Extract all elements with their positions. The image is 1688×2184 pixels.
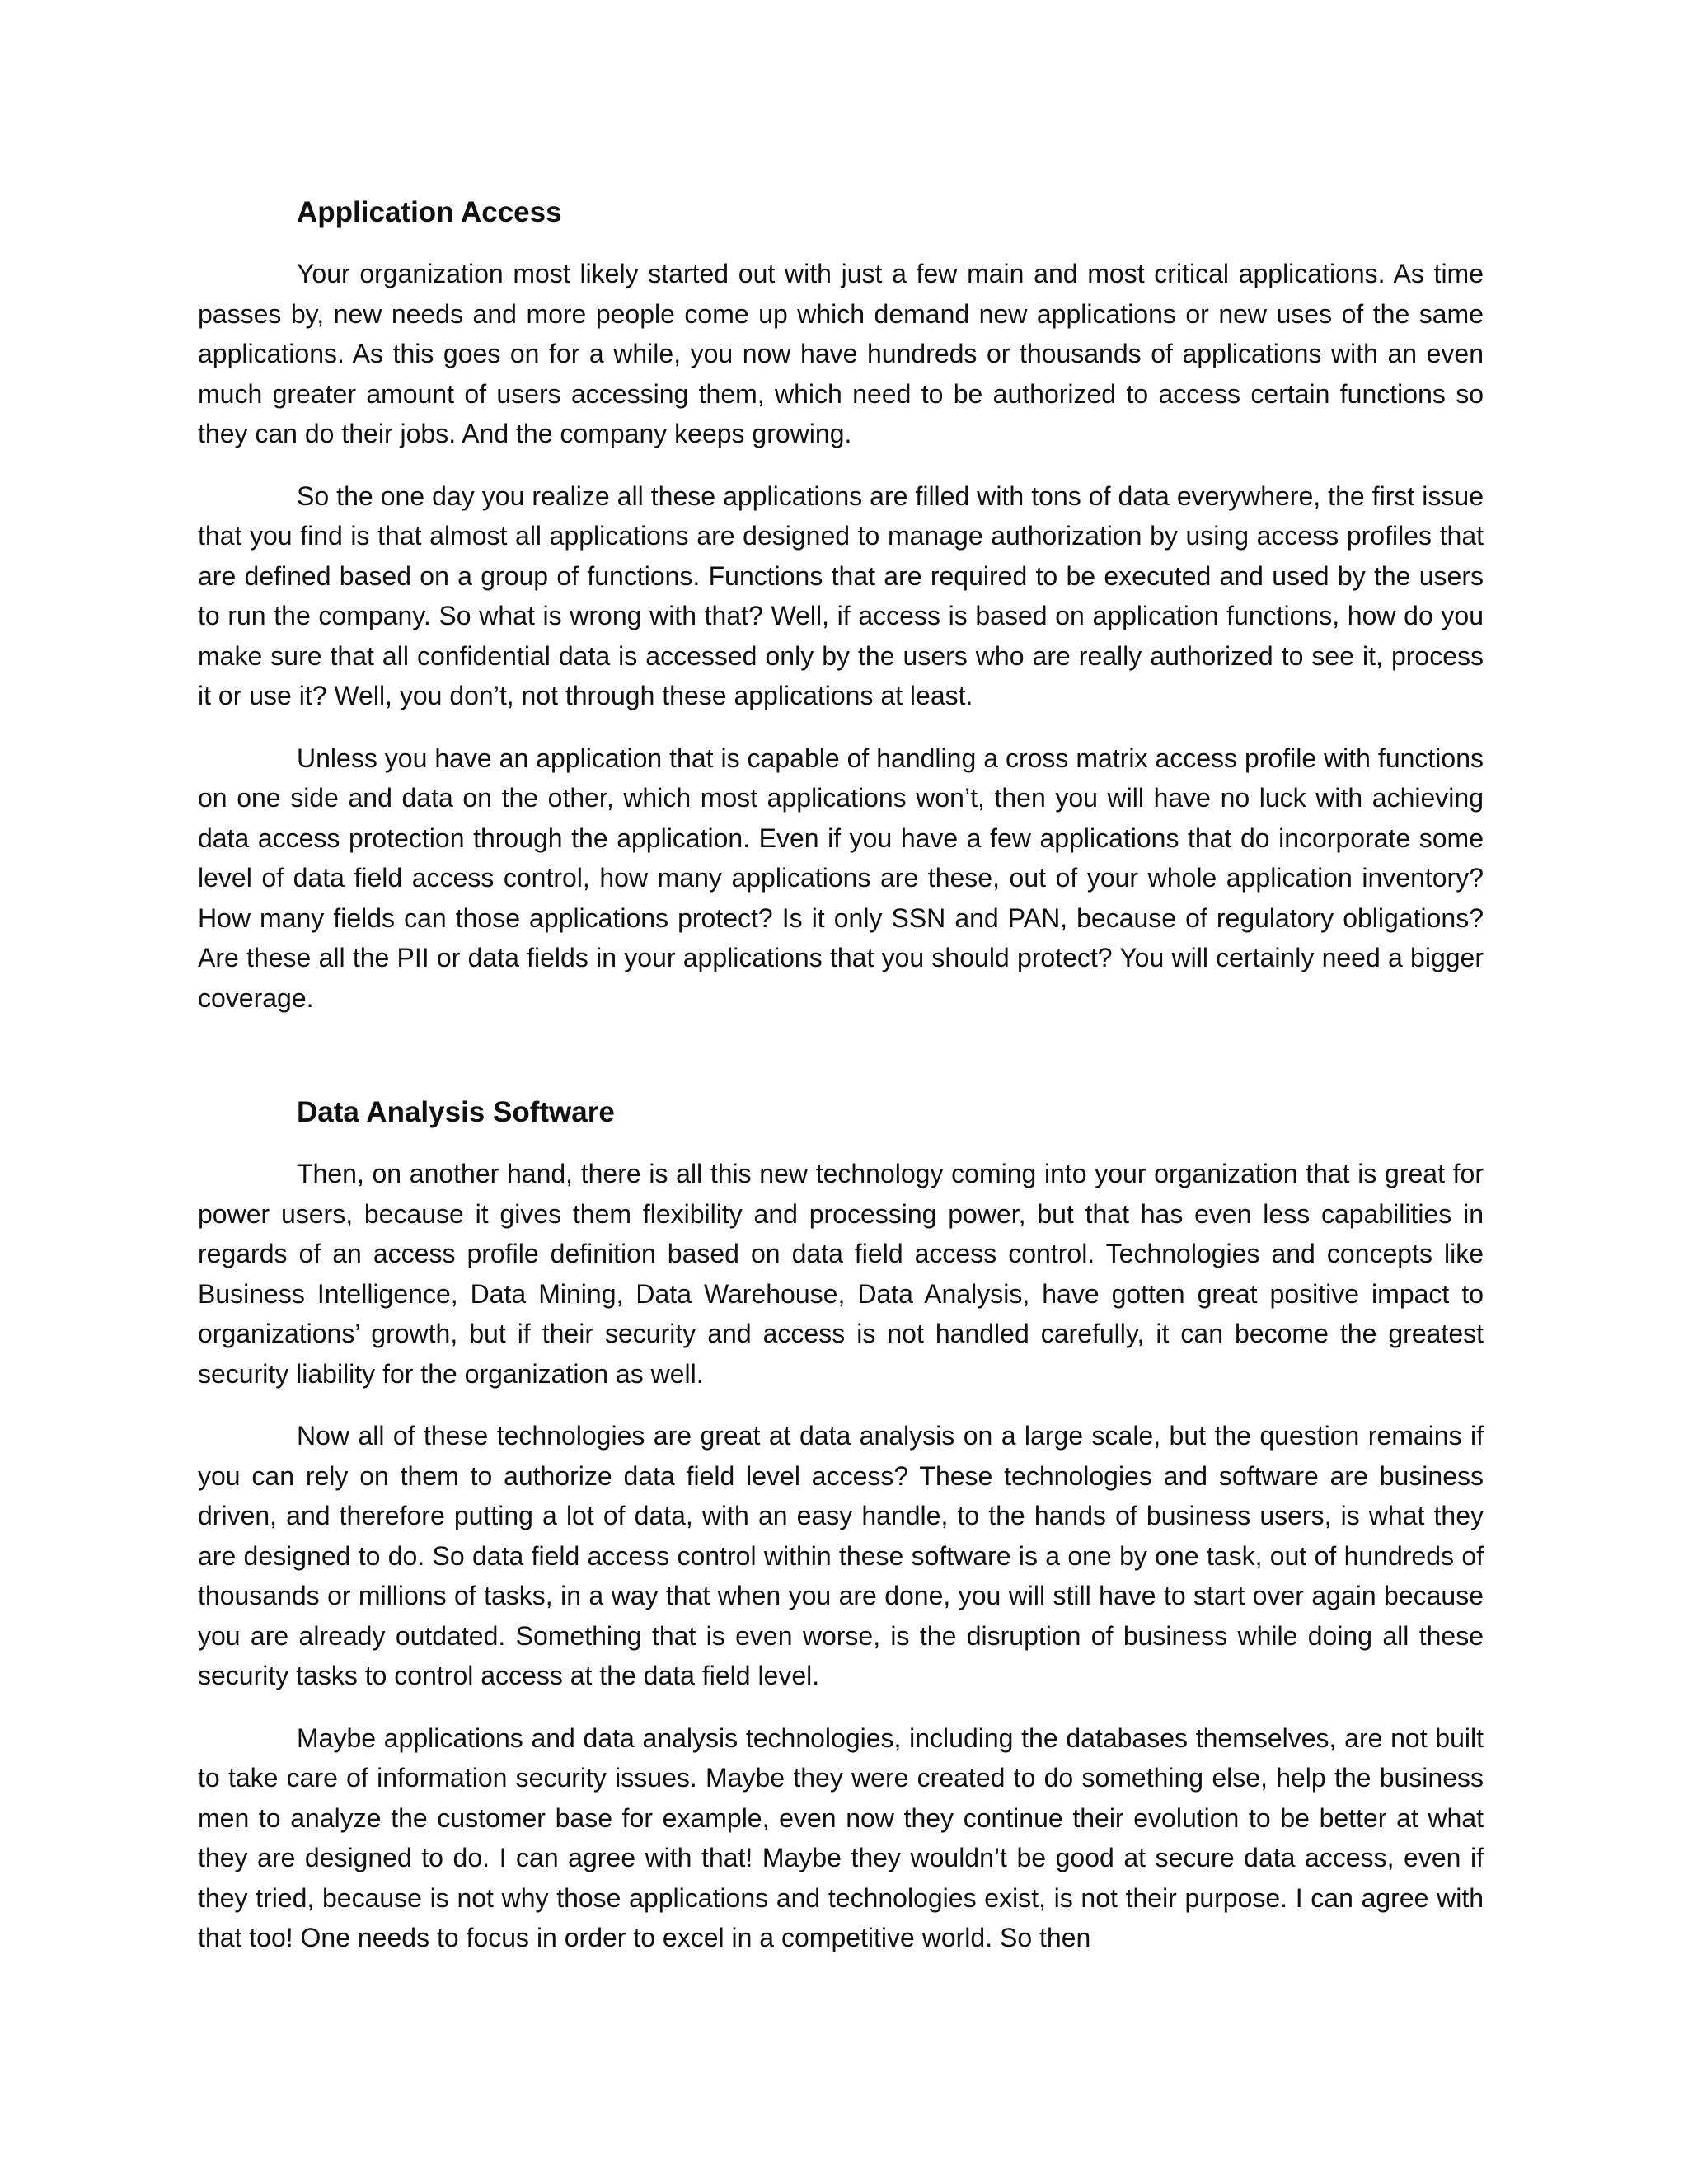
paragraph: Your organization most likely started out with just a few main and most critical applications. As time passes by, new needs and more people come up which demand new applications or new uses of the same applications. As this goes on for a while, you now have hundreds or thousands of applications with an even much greater amount of users accessing them, which need to be authorized to access certain functions so they can do their jobs. And the company keeps growing. — [198, 259, 1484, 448]
section-spacer — [198, 1040, 1484, 1094]
paragraph: Unless you have an application that is capable of handling a cross matrix access profile with functions on one side and data on the other, which most applications won’t, then you will have no luck with achieving data access protection through the application. Even if you have a few applications that do incorporate some level of data field access control, how many applications are these, out of your whole application inventory? How many fields can those applications protect? Is it only SSN and PAN, because of regulatory obligations? Are these all the PII or data fields in your applications that you should protect? You will certainly need a bigger coverage. — [198, 743, 1484, 1013]
section-data-analysis-software — [198, 1094, 1484, 1958]
document-page — [198, 194, 1484, 1980]
section-heading: Data Analysis Software — [297, 1096, 615, 1128]
paragraph: Maybe applications and data analysis technologies, including the databases themselves, are not built to take care of information security issues. Maybe they were created to do something else, help the business men to analyze the customer base for example, even now they continue their evolution to be better at what they are designed to do. I can agree with that! Maybe they wouldn’t be good at secure data access, even if they tried, because is not why those applications and technologies exist, is not their purpose. I can agree with that too! One needs to focus in order to excel in a competitive world. So then — [198, 1722, 1484, 1952]
section-heading: Application Access — [297, 196, 562, 228]
paragraph: Then, on another hand, there is all this new technology coming into your organization that is great for power users, because it gives them flexibility and processing power, but that has even less capabilities in regards of an access profile definition based on data field access control. Technologies and concepts like Business Intelligence, Data Mining, Data Warehouse, Data Analysis, have gotten great positive impact to organizations’ growth, but if their security and access is not handled carefully, it can become the greatest security liability for the organization as well. — [198, 1159, 1484, 1389]
paragraph: So the one day you realize all these applications are filled with tons of data everywhere, the first issue that you find is that almost all applications are designed to manage authorization by using access profiles that are defined based on a group of functions. Functions that are required to be executed and used by the users to run the company. So what is wrong with that? Well, if access is based on application functions, how do you make sure that all confidential data is accessed only by the users who are really authorized to see it, process it or use it? Well, you don’t, not through these applications at least. — [198, 480, 1484, 710]
paragraph: Now all of these technologies are great at data analysis on a large scale, but the question remains if you can rely on them to authorize data field level access? These technologies and software are business driven, and therefore putting a lot of data, with an easy handle, to the hands of business users, is what they are designed to do. So data field access control within these software is a one by one task, out of hundreds of thousands or millions of tasks, in a way that when you are done, you will still have to start over again because you are already outdated. Something that is even worse, is the disruption of business while doing all these security tasks to control access at the data field level. — [198, 1421, 1484, 1690]
section-application-access — [198, 194, 1484, 1018]
